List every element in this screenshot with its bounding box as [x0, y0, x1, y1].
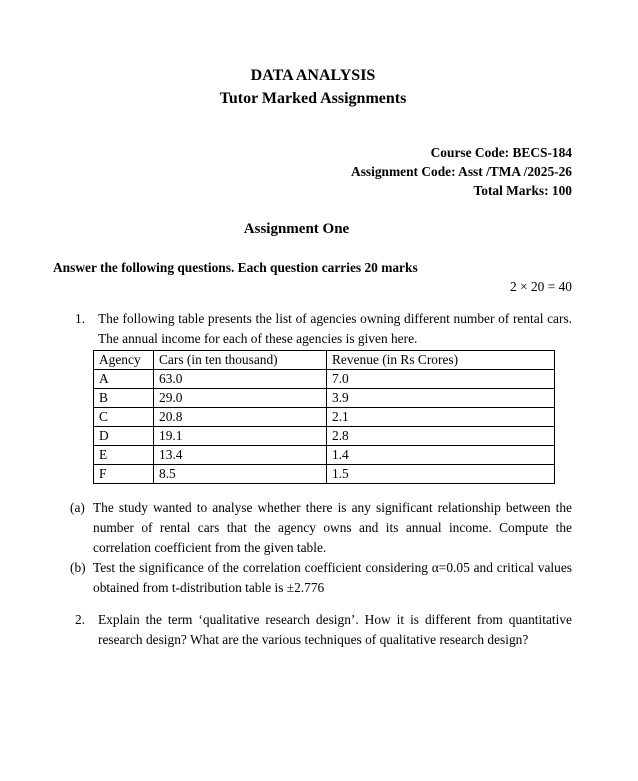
document-title-line1: DATA ANALYSIS — [250, 67, 376, 84]
assignment-code-line: Assignment Code: Asst /TMA /2025-26 — [351, 164, 572, 179]
table-cell: B — [94, 389, 154, 408]
table-cell: C — [94, 408, 154, 427]
total-marks-line: Total Marks: 100 — [473, 183, 572, 198]
table-cell: D — [94, 427, 154, 446]
table-header-revenue: Revenue (in Rs Crores) — [327, 351, 555, 370]
marks-formula: 2 × 20 = 40 — [510, 279, 572, 294]
table-cell: E — [94, 446, 154, 465]
table-cell: 3.9 — [327, 389, 555, 408]
question-1 — [0, 309, 638, 348]
instruction-text: Answer the following questions. Each question carries 20 marks — [53, 260, 418, 275]
question-1-number: 1. — [75, 311, 86, 326]
table-cell: 2.1 — [327, 408, 555, 427]
table-row — [94, 370, 555, 389]
table-row — [94, 389, 555, 408]
subquestion-b-label: (b) — [70, 560, 86, 575]
subquestion-b-text: Test the significance of the correlation coefficient considering α=0.05 and critical values obtained from t-distribution table is ±2.776 — [93, 560, 572, 595]
table-cell: 7.0 — [327, 370, 555, 389]
table-row — [94, 465, 555, 484]
section-title: Assignment One — [243, 221, 350, 237]
subquestion-a-label: (a) — [70, 500, 85, 515]
agency-data-table — [93, 350, 555, 484]
document-title-line2: Tutor Marked Assignments — [219, 90, 407, 107]
table-cell: 19.1 — [154, 427, 327, 446]
table-row — [94, 408, 555, 427]
table-header-cars: Cars (in ten thousand) — [154, 351, 327, 370]
table-row — [94, 446, 555, 465]
course-code-line: Course Code: BECS-184 — [430, 145, 572, 160]
table-cell: 8.5 — [154, 465, 327, 484]
question-1-text: The following table presents the list of agencies owning different number of rental cars. The annual income for each of these agencies is given here. — [98, 311, 572, 346]
table-cell: 13.4 — [154, 446, 327, 465]
table-cell: 63.0 — [154, 370, 327, 389]
table-row — [94, 427, 555, 446]
table-cell: 1.5 — [327, 465, 555, 484]
document-title — [0, 0, 638, 110]
question-2 — [0, 610, 638, 650]
table-cell: 1.4 — [327, 446, 555, 465]
table-cell: A — [94, 370, 154, 389]
table-cell: 29.0 — [154, 389, 327, 408]
table-cell: 20.8 — [154, 408, 327, 427]
table-header-row — [94, 351, 555, 370]
table-cell: 2.8 — [327, 427, 555, 446]
course-meta-block — [0, 143, 638, 200]
subquestion-a-text: The study wanted to analyse whether there is any significant relationship between the number of rental cars that the agency owns and its annual income. Compute the correlation coefficient from the given table. — [93, 500, 572, 555]
subquestions-block — [0, 498, 638, 598]
subquestion-a — [0, 498, 638, 558]
table-header-agency: Agency — [94, 351, 154, 370]
table-cell: F — [94, 465, 154, 484]
subquestion-b — [0, 558, 638, 598]
question-2-text: Explain the term ‘qualitative research design’. How it is different from quantitative research design? What are the various techniques of qualitative research design? — [98, 612, 572, 647]
question-2-number: 2. — [75, 612, 86, 627]
